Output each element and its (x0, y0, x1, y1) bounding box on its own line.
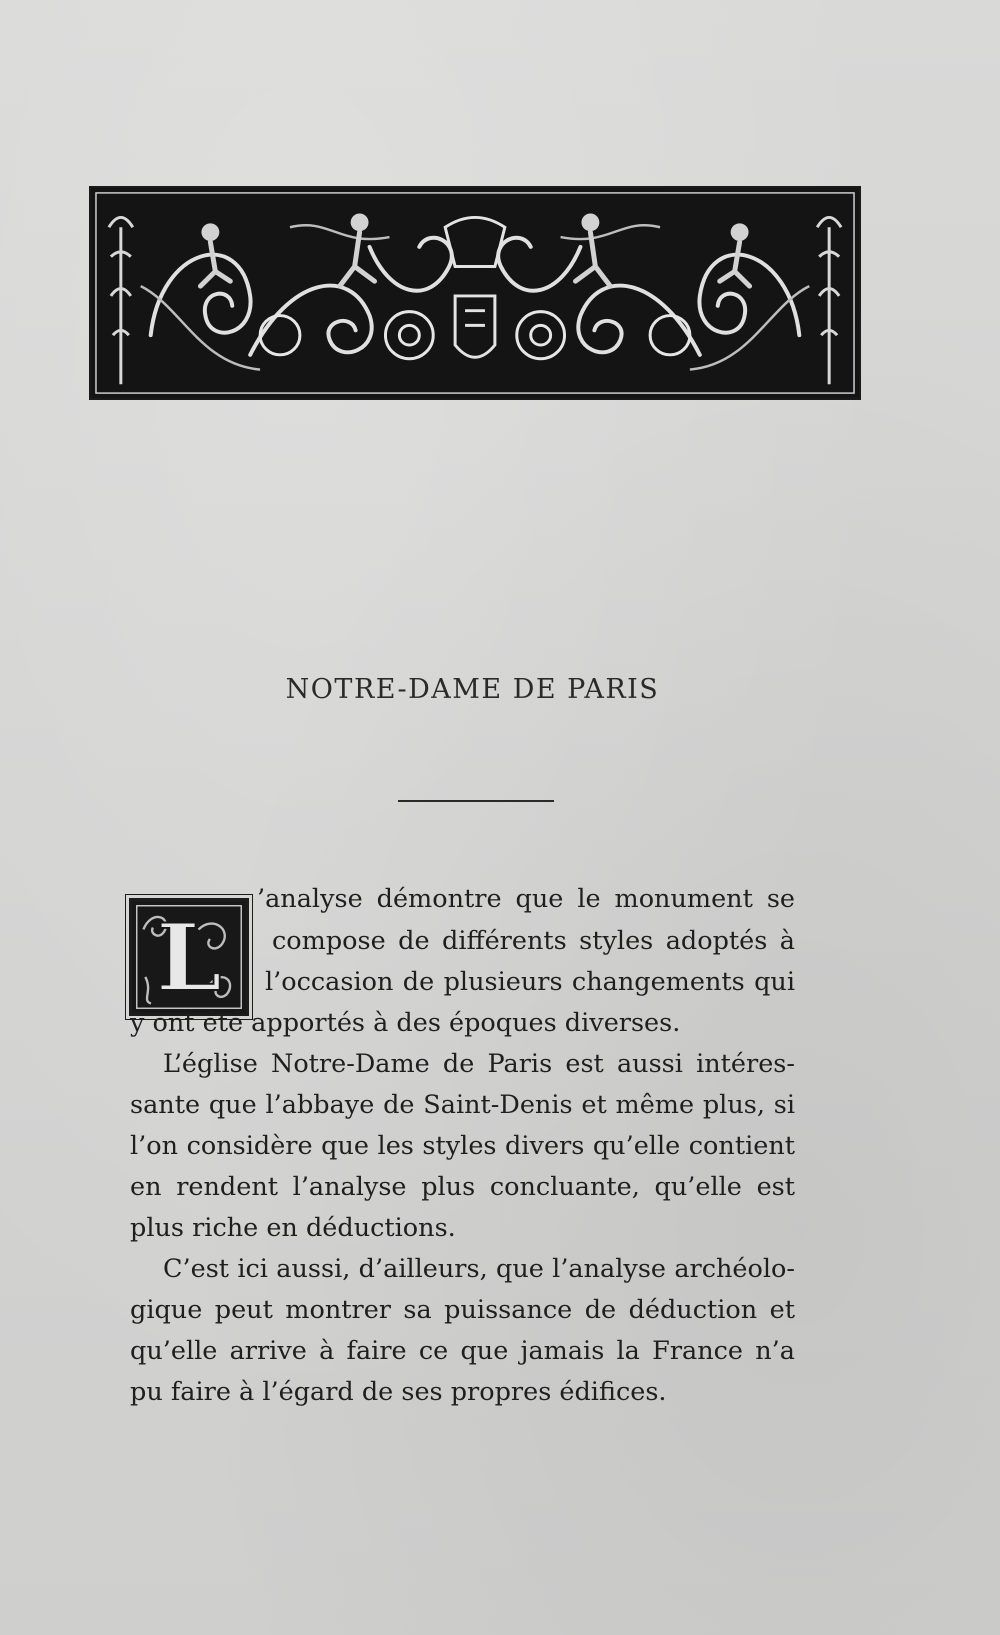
drop-cap-letter-icon (129, 898, 249, 1016)
text-line: C’est ici aussi, d’ailleurs, que l’analyse archéolo- (163, 1254, 795, 1284)
text-line: ’analyse démontre que le monument se (257, 884, 795, 914)
text-line: sante que l’abbaye de Saint-Denis et même plus, si (130, 1090, 795, 1120)
text-line: qu’elle arrive à faire ce que jamais la France n’a (130, 1336, 795, 1366)
text-line: compose de différents styles adoptés à (272, 926, 795, 956)
text-line: L’église Notre-Dame de Paris est aussi intéres- (163, 1049, 795, 1079)
ornamental-headpiece-icon (89, 186, 861, 400)
title-divider (398, 800, 554, 802)
text-line: plus riche en déductions. (130, 1213, 456, 1243)
text-line: gique peut montrer sa puissance de déduction et (130, 1295, 795, 1325)
drop-cap-text: L (156, 903, 222, 1013)
text-line: pu faire à l’égard de ses propres édifices. (130, 1377, 667, 1407)
text-line: y ont été apportés à des époques diverses. (130, 1008, 681, 1038)
text-line: l’occasion de plusieurs changements qui (265, 967, 795, 997)
text-line: l’on considère que les styles divers qu’elle contient (130, 1131, 795, 1161)
text-line: en rendent l’analyse plus concluante, qu’elle est (130, 1172, 795, 1202)
chapter-title: NOTRE-DAME DE PARIS (285, 674, 660, 705)
